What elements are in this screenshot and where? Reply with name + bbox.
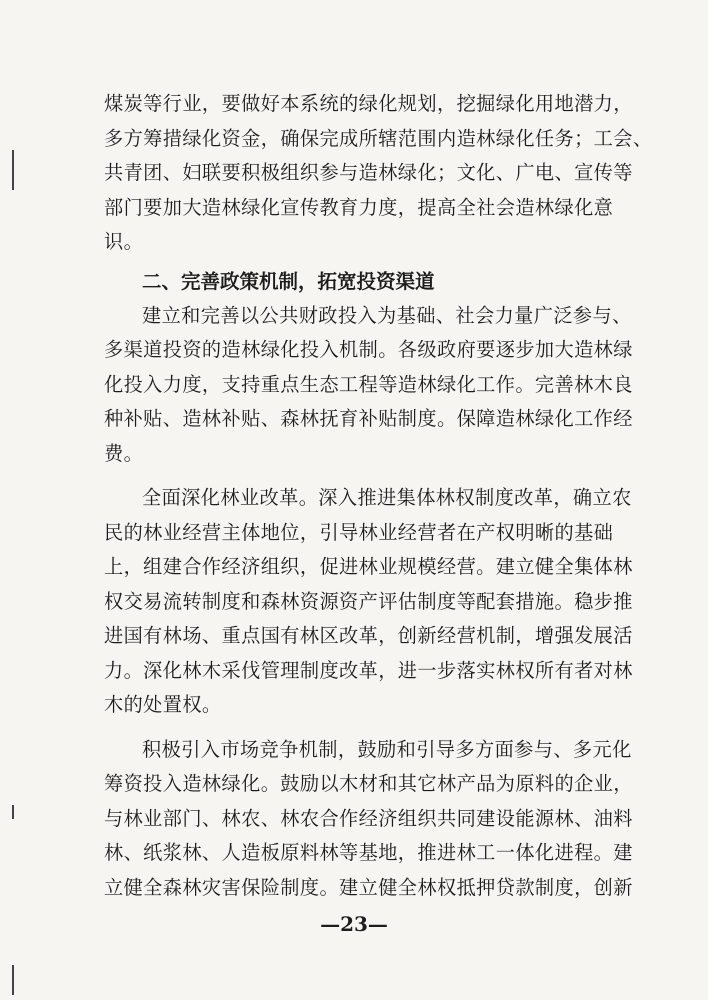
text-line: 立健全森林灾害保险制度。建立健全林权抵押贷款制度，创新: [104, 875, 633, 899]
text-line: 共青团、妇联要积极组织参与造林绿化；文化、广电、宣传等: [104, 161, 633, 184]
paragraph-4: [104, 733, 633, 906]
text-line: 全面深化林业改革。深入推进集体林权制度改革，确立农: [142, 486, 632, 509]
scan-mark: [12, 805, 14, 819]
page-number: —23—: [320, 912, 388, 936]
scan-mark: [12, 150, 14, 190]
scan-mark: [12, 965, 14, 995]
text-line: 积极引入市场竞争机制，鼓励和引导多方面参与、多元化: [142, 737, 632, 761]
text-line: 建立和完善以公共财政投入为基础、社会力量广泛参与、: [142, 303, 632, 327]
text-line: 费。: [104, 441, 144, 465]
paragraph-3: [104, 481, 633, 723]
text-line: 筹资投入造林绿化。鼓励以木材和其它林产品为原料的企业，: [104, 772, 633, 795]
text-line: 与林业部门、林农、林农合作经济组织共同建设能源林、油料: [104, 806, 633, 830]
document-body: [104, 87, 653, 905]
section-heading: 二、完善政策机制，拓宽投资渠道: [142, 269, 435, 293]
text-line: 权交易流转制度和森林资源资产评估制度等配套措施。稳步推: [104, 589, 633, 613]
text-line: 进国有林场、重点国有林区改革，创新经营机制，增强发展活: [104, 624, 633, 647]
text-line: 化投入力度，支持重点生态工程等造林绿化工作。完善林木良: [104, 372, 633, 396]
text-line: 识。: [104, 230, 144, 253]
paragraph-1: [104, 87, 653, 260]
text-line: 上，组建合作经济组织，促进林业规模经营。建立健全集体林: [104, 555, 633, 578]
text-line: 部门要加大造林绿化宣传教育力度，提高全社会造林绿化意: [104, 195, 614, 219]
text-line: 林、纸浆林、人造板原料林等基地，推进林工一体化进程。建: [104, 841, 633, 864]
text-line: 木的处置权。: [104, 693, 222, 716]
text-line: 多方筹措绿化资金，确保完成所辖范围内造林绿化任务；工会、: [104, 126, 653, 150]
paragraph-2: [104, 299, 633, 472]
text-line: 民的林业经营主体地位，引导林业经营者在产权明晰的基础: [104, 520, 614, 544]
text-line: 煤炭等行业，要做好本系统的绿化规划，挖掘绿化用地潜力，: [104, 92, 633, 115]
text-line: 力。深化林木采伐管理制度改革，进一步落实林权所有者对林: [104, 658, 633, 682]
text-line: 多渠道投资的造林绿化投入机制。各级政府要逐步加大造林绿: [104, 338, 633, 361]
text-line: 种补贴、造林补贴、森林抚育补贴制度。保障造林绿化工作经: [104, 407, 633, 430]
